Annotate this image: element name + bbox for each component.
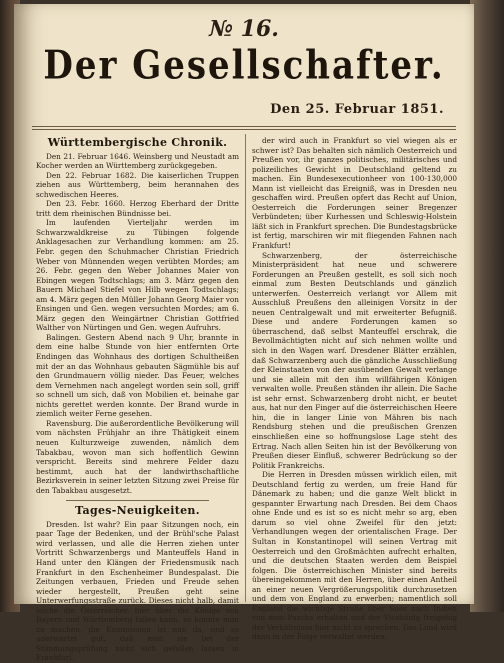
section-title-chronik: Württembergische Chronik. bbox=[47, 136, 228, 149]
left-column bbox=[36, 136, 239, 663]
header-rule bbox=[32, 126, 456, 127]
paragraph: Den 21. Februar 1646. Weinsberg und Neustadt am Kocher werden an Württemberg zurückgegeben. bbox=[36, 151, 239, 171]
paragraph: Dresden. Ist wahr? Ein paar Sitzungen noch, ein paar Tage der Bedenken, und der Brühl'sche Palast wird verlassen, und alle die Herren ziehen unter Vortritt Schwarzenbergs und Manteuffels Hand in Hand unter den Klängen der Friedensmusik nach Frankfurt in den Eschenheimer Bundespalast. Die Zeitungen verbauen, Frieden und Freude sehen wieder hergestellt, Preußen geht seine Unterwerfungsstraße zurück. Dieses nicht halb, damit leiche die Österreicher, hier über die Könige von Bayern und Württemberg fallen kann, so konnte man zu machen, die Kommission ist nun da, und so unerwartet gut, daß man sie bei der Stimmungsprüfung nicht sich gefallen lassen in Frankfurt. bbox=[36, 519, 239, 663]
paragraph: der wird auch in Frankfurt so viel wiegen als er schwer ist? Das behalten sich nämlich Oesterreich und Preußen vor, ihr ganzes politisches, militärisches und polizeiliches Gewicht in Deutschland geltend zu machen. Ein Bundesexecutionheer von 100-130,000 Mann ist vielleicht das Ereigniß, was in Dresden neu geschaffen wird. Preußen opfert das Recht auf Union, Oesterreich die Forderungen seiner Bregenzer Verbündeten; über Kurhessen und Schleswig-Holstein läßt sich in Frankfurt sprechen. Die Bundestagsbrücke ist fertig, marschiren wir mit fliegenden Fahnen nach Frankfurt! bbox=[252, 136, 457, 251]
paragraph: Im laufenden Vierteljahr werden im Schwarzwaldkreise zu Tübingen folgende Anklagesachen zur Verhandlung kommen: am 25. Febr. gegen den Schuhmacher Christian Friedrich Weber von Münnenden wegen verübten Mordes; am 26. Febr. gegen den Weber Johannes Maier von Ebingen wegen Todtschlags; am 3. März gegen den Bauern Michael Stiefel von Hilb wegen Todtschlags; am 4. März gegen den Müller Johann Georg Maier von Ensingen und Gen. wegen versuchten Mordes; am 6. März gegen den Weingärtner Christian Gottfried Walther von Nürtingen und Gen. wegen Aufruhrs. bbox=[36, 218, 239, 333]
issue-date: Den 25. Februar 1851. bbox=[270, 102, 444, 117]
page-header bbox=[14, 4, 474, 136]
section-title-neuigkeiten: Tages-Neuigkeiten. bbox=[75, 504, 200, 518]
newspaper-page bbox=[14, 4, 474, 663]
paragraph: Ravensburg. Die außerordentliche Bevölkerung will vom nächsten Frühjahr an ihre Thätigkeit einem neuen Kulturzweige zuwenden, nämlich dem Tabakbau, wovon man sich hoffentlich Gewinn verspricht. Bereits sind mehrere Felder dazu bestimmt, auch hat der landwirthschaftliche Bezirksverein in seiner letzten Sitzung zwei Preise für den Tabakbau ausgesetzt. bbox=[36, 418, 239, 495]
paragraph: Schwarzenberg, der österreichische Ministerpräsident hat neue und schwerere Forderungen an Preußen gestellt, es soll sich noch einmal zum Besten Deutschlands und gänzlich unterwerfen. Oesterreich verlangt vor Allem mit Ausschluß Preußens den alleinigen Vorsitz in der neuen Centralgewalt und mit erweiterter Befugniß. Diese und andere Forderungen kamen so überraschend, daß selbst Manteuffel erschrak, die Bevollmächtigten nicht auf sich nehmen wollte und sich in den Wagen warf. Dresdener Blätter erzählen, daß Schwarzenberg auch die gänzliche Ausschließung der Kleinstaaten von der ausübenden Gewalt verlange und sie allein mit den ihm willfährigen Königen verwalten wolle. Preußen ständen ihr allein. Die Sache ist sehr ernst. Schwarzenberg droht nicht, er beutet aus, hat nur den Finger auf die österreichischen Heere hin, die in langer Linie von Mähren bis nach Rendsburg stehen und die preußischen Grenzen einschließen eine so hoffnungslose Lage steht des Ertrag. Nach allen Seiten hin ist der Bevölkerung von Preußen dieser Einfluß, schwerer Bedrückung so der Politik Frankreichs. bbox=[252, 250, 457, 470]
column-divider bbox=[245, 134, 246, 602]
paragraph: Den 23. Febr. 1660. Herzog Eberhard der Dritte tritt dem rheinischen Bündnisse bei. bbox=[36, 199, 239, 218]
issue-number: № 16. bbox=[209, 16, 279, 42]
header-rule-double bbox=[32, 129, 456, 130]
section-divider bbox=[66, 500, 209, 501]
paragraph: Die Herren in Dresden müssen wirklich eilen, mit Deutschland fertig zu werden, um freie Hand für Dänemark zu haben; und die ganze Welt blickt in gespannter Erwartung nach Dresden. Bei dem Chaos ohne Ende und es ist so es nicht mehr so arg, eben darum so viel ohne Zweifel für den jetzt: Verhandlungen wegen der orientalischen Frage. Der Sultan in Konstantinopel will seinen Vertrag mit Oesterreich und den Großmächten aufrecht erhalten, und die deutschen Staaten werden dem Beispiel folgen. Die österreichischen Minister sind bereits übereingekommen mit den Herren, über einen Antheil an einer neuen Vergrößerungspolitik durchzusetzen und dem von England zu erwerben; namentlich soll England die wichtige Straße über Suez nach Indien von dem Pascha erhalten und der Vicekönig freigebig der Verhältnisse hier nicht zu sprechen. Das Land wird dann in der Folge verwaltet werden. bbox=[252, 470, 457, 642]
masthead-title: Der Gesellschafter. bbox=[43, 43, 445, 89]
paragraph: Den 22. Februar 1682. Die kaiserlichen Truppen ziehen aus Württemberg, beim herannahen des schwedischen Heeres. bbox=[36, 170, 239, 199]
paragraph: Balingen. Gestern Abend nach 9 Uhr, brannte in dem eine halbe Stunde von hier entfernten Orte Endingen das Wohnhaus des dortigen Schultheißen mit der an das Wohnhaus gebauten Sägmühle bis auf den Grundmauern völlig nieder. Das Feuer, welches dem Vernehmen nach angelegt worden sein soll, griff so schnell um sich, daß von Mobilien et. beinahe gar nichts gerettet werden konnte. Der Brand wurde in ziemlich weiter Ferne gesehen. bbox=[36, 332, 239, 419]
book-cover-right bbox=[470, 0, 504, 612]
right-column bbox=[252, 136, 457, 642]
